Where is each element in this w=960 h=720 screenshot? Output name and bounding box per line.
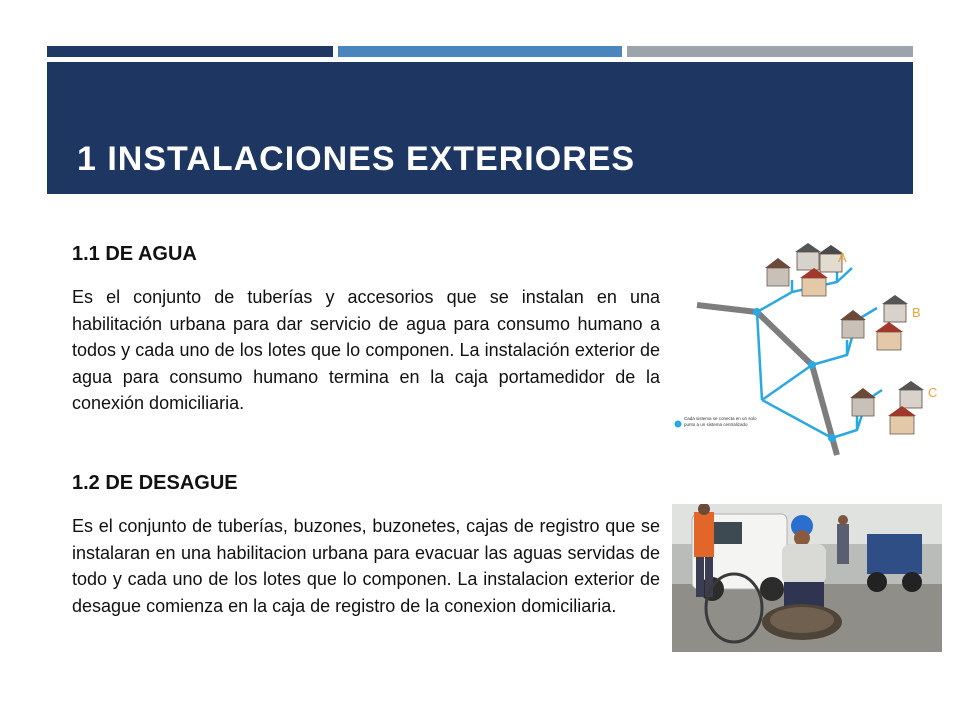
accent-bar-dark	[47, 46, 333, 57]
section-body-desague: Es el conjunto de tuberías, buzones, buzonetes, cajas de registro que se instalaran en una habilitacion urbana para evacuar las aguas servidas de todo y cada uno de los lotes que lo componen. La instalacion exterior de desague comienza en la caja de registro de la conexion domiciliaria.	[72, 516, 660, 616]
slide-title: 1 INSTALACIONES EXTERIORES	[77, 140, 636, 178]
diagram-label-a: A	[838, 250, 847, 265]
accent-bar-blue	[338, 46, 622, 57]
accent-bar-gray	[627, 46, 913, 57]
legend-marker	[675, 421, 682, 428]
water-network-diagram	[672, 240, 947, 458]
diagram-label-c: C	[928, 385, 938, 400]
houses-group-a	[765, 243, 844, 296]
section-heading-agua: 1.1 DE AGUA	[72, 243, 197, 265]
houses-group-c	[850, 381, 924, 434]
section-heading-desague: 1.2 DE DESAGUE	[72, 472, 238, 494]
section-body-agua: Es el conjunto de tuberías y accesorios que se instalan en una habilitación urbana para dar servicio de agua para consumo humano a todos y cada uno de los lotes que lo componen. La instalación exterior de agua para consumo humano termina en la caja portamedidor de la conexión domiciliaria.	[72, 287, 660, 413]
diagram-label-b: B	[912, 305, 921, 320]
manhole-workers-photo	[672, 504, 942, 652]
junction-nodes	[753, 308, 836, 442]
diagram-legend-text: Cada sistema se conecta en un solo punto a un sistema centralizado	[684, 416, 757, 427]
